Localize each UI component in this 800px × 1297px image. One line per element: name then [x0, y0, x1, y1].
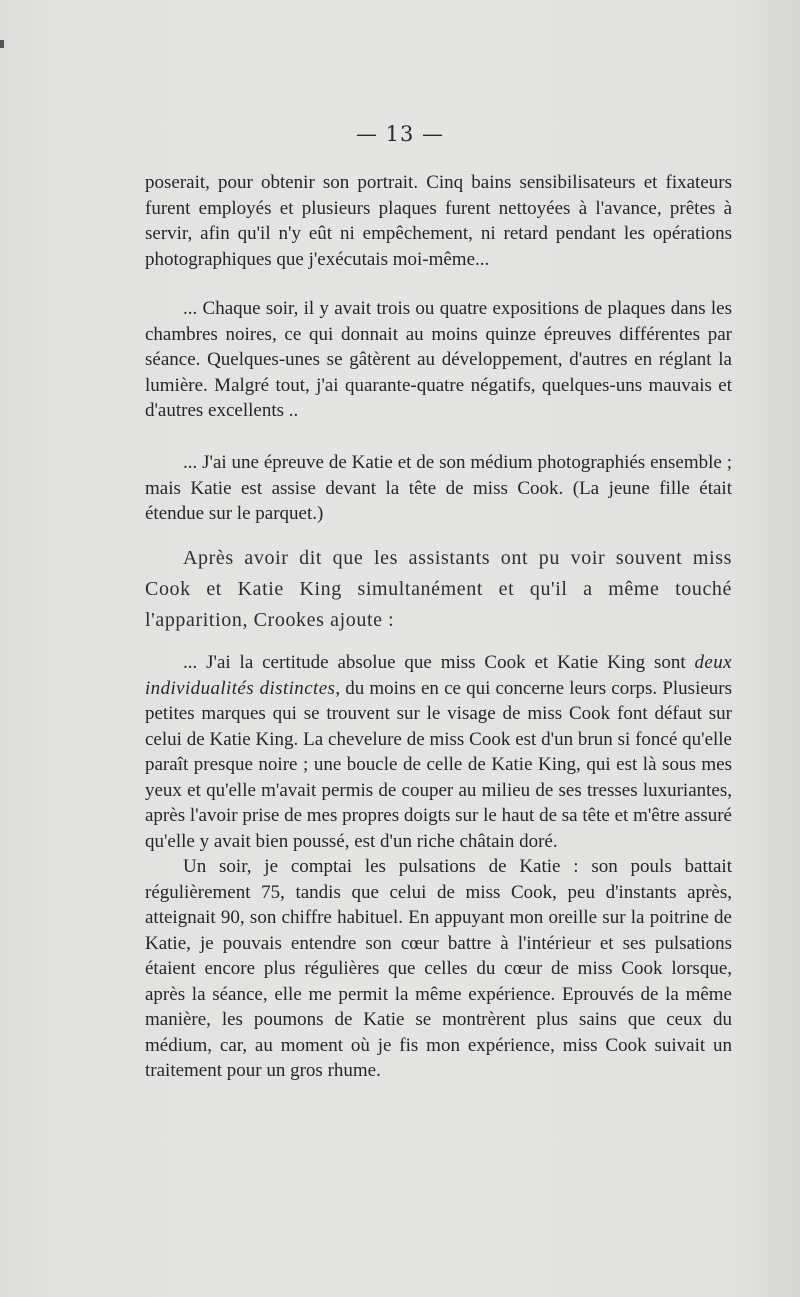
paragraph-text: poserait, pour obtenir son portrait. Cinq bains sensibilisateurs et fixateurs furent employés et plusieurs plaques furent nettoyées à l'avance, prêtes à servir, afin qu'il n'y eût ni empêchement, ni retard pendant les opérations photographiques que j'exécutais moi-même... [145, 172, 732, 270]
paragraph-continuation [145, 170, 732, 272]
emphasized-phrase: deux individualités distinctes [145, 652, 732, 699]
quoted-paragraph-exposures [145, 296, 732, 424]
paragraph-text [145, 650, 732, 854]
scan-edge-mark [0, 40, 4, 48]
paragraph-text: ... Chaque soir, il y avait trois ou quatre expositions de plaques dans les chambres noires, ce qui donnait au moins quinze épreuves différentes par séance. Quelques-unes se gâtèrent au développement, d'autres en réglant la lumière. Malgré tout, j'ai quarante-quatre négatifs, quelques-uns mauvais et d'autres excellents .. [145, 298, 732, 421]
page-number: — 13 — [355, 122, 445, 146]
paragraph-text: ... J'ai une épreuve de Katie et de son médium photographiés ensemble ; mais Katie est assise devant la tête de miss Cook. (La jeune fille était étendue sur le parquet.) [145, 452, 732, 524]
paragraph-text: Un soir, je comptai les pulsations de Katie : son pouls battait régulièrement 75, tandis que celui de miss Cook, peu d'instants après, atteignait 90, son chiffre habituel. En appuyant mon oreille sur la poitrine de Katie, je pouvais entendre son cœur battre à l'intérieur et ses pulsations étaient encore plus régulières que celles du cœur de miss Cook lorsque, après la séance, elle me permit la même expérience. Eprouvés de la même manière, les poumons de Katie se montrèrent plus sains que ceux du médium, car, au moment où je fis mon expérience, miss Cook suivait un traitement pour un gros rhume. [145, 856, 732, 1081]
quoted-paragraph-individualities [145, 650, 732, 1084]
paragraph-text: Après avoir dit que les assistants ont pu voir souvent miss Cook et Katie King simultanément et qu'il a même touché l'apparition, Crookes ajoute : [145, 547, 732, 631]
text-run: , du moins en ce qui concerne leurs corps. Plusieurs petites marques qui se trouvent sur le visage de miss Cook font défaut sur celui de Katie King. La chevelure de miss Cook est d'un brun si foncé qu'elle paraît presque noire ; une boucle de celle de Katie King, qui est là sous mes yeux et qu'elle m'avait permis de couper au milieu de ses tresses luxuriantes, après l'avoir prise de mes propres doigts sur le haut de sa tête et m'être assuré qu'elle y avait bien poussé, est d'un riche châtain doré. [145, 677, 733, 852]
quoted-paragraph-photograph [145, 450, 732, 527]
text-run: ... J'ai la certitude absolue que miss Cook et Katie King sont [183, 652, 695, 673]
author-commentary [145, 543, 732, 636]
